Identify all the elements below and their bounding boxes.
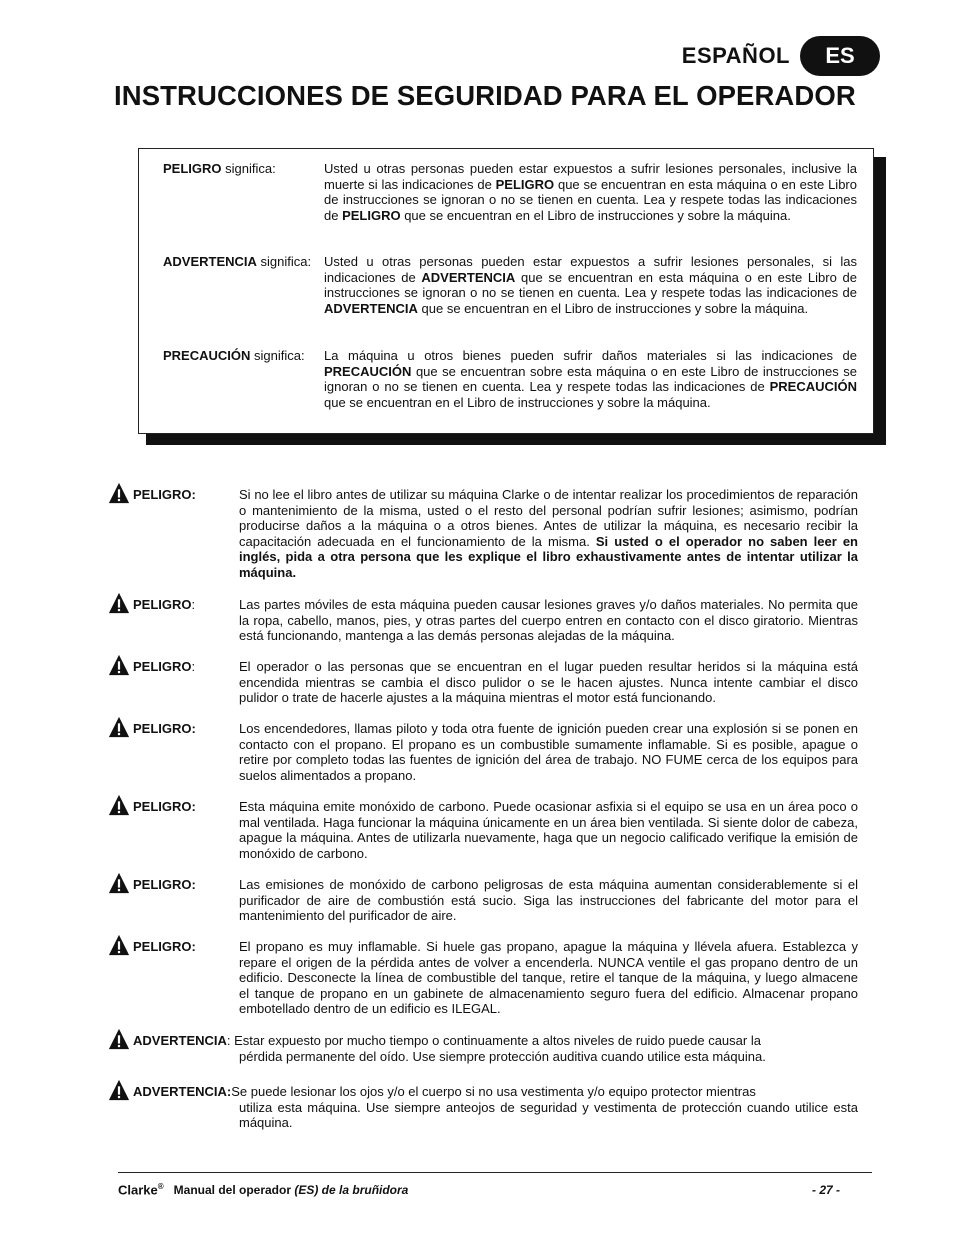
warning-text — [239, 659, 858, 706]
text-run: Las partes móviles de esta máquina pueden causar lesiones graves y/o daños materiales. No permita que la ropa, cabello, manos, pies, y otras partes del cuerpo entren en contacto con el disco giratorio. Mientras está funcionando, mantenga a las demás personas alejadas de la máquina. — [239, 597, 858, 644]
page-number: - 27 - — [811, 1183, 840, 1198]
footer-divider — [118, 1172, 872, 1173]
brand-name: Clarke® — [118, 1182, 164, 1198]
definition-suffix: significa: — [256, 254, 312, 269]
text-run: pérdida permanente del oído. Use siempre protección auditiva cuando utilice esta máquina. — [239, 1048, 766, 1064]
definition-suffix: significa: — [250, 348, 305, 363]
bold-text-run: ADVERTENCIA — [421, 269, 516, 285]
manual-title: Manual del operador (ES) de la bruñidora — [173, 1183, 409, 1198]
warning-label: ADVERTENCIA — [133, 1033, 227, 1048]
text-run: Usted u otras personas pueden estar expuestos a sufrir lesiones personales, inclusive la muerte si las indicaciones de — [324, 161, 857, 192]
definition-term: PRECAUCIÓN — [163, 348, 251, 363]
warning-text — [239, 721, 858, 783]
warning-label: PELIGRO: — [133, 487, 196, 502]
definition-precaucion — [163, 348, 857, 410]
bold-text-run: PRECAUCIÓN — [324, 363, 412, 379]
definition-text — [324, 254, 857, 316]
warning-label: PELIGRO: — [133, 721, 196, 736]
language-indicator — [682, 36, 880, 76]
bold-text-run: Si usted o el operador no saben leer en inglés, pida a otra persona que les explique el libro exhaustivamente antes de intentar utilizar la máquina. — [239, 533, 858, 580]
page-title: INSTRUCCIONES DE SEGURIDAD PARA EL OPERADOR — [114, 80, 856, 111]
warning-item — [108, 721, 858, 783]
text-run: que se encuentran en el Libro de instrucciones y sobre la máquina. — [324, 394, 711, 410]
definition-text — [324, 161, 857, 223]
text-run: Usted u otras personas pueden estar expuestos a sufrir lesiones personales, si las indicaciones de — [324, 254, 857, 285]
warning-triangle-icon — [108, 1079, 130, 1101]
warning-text — [239, 487, 858, 581]
definition-text — [324, 348, 857, 410]
warning-triangle-icon — [108, 934, 130, 956]
bold-text-run: PELIGRO — [342, 207, 401, 223]
definition-term: PELIGRO — [163, 161, 222, 176]
warning-label: PELIGRO — [133, 659, 192, 674]
warning-item: PELIGRO : El operador o las personas que se encuentran en el lugar pueden resultar heridos si la máquina está encendida mientras se cambia el disco pulidor o se le hacen ajustes. Nunca intente cambiar el disco pulidor o trate de hacerle ajustes a la máquina mientras el motor está funcionando. — [108, 659, 858, 706]
bold-text-run: ADVERTENCIA — [324, 300, 418, 316]
text-run: que se encuentran en el Libro de instrucciones y sobre la máquina. — [400, 207, 791, 223]
footer — [118, 1182, 840, 1197]
warning-triangle-icon — [108, 482, 130, 504]
warning-triangle-icon — [108, 654, 130, 676]
language-badge: ES — [800, 36, 880, 76]
warning-label: PELIGRO: — [133, 799, 196, 814]
warning-item: PELIGRO : Las partes móviles de esta máquina pueden causar lesiones graves y/o daños materiales. No permita que la ropa, cabello, manos, pies, y otras partes del cuerpo entren en contacto con el disco giratorio. Mientras está funcionando, mantenga a las demás personas alejadas de la máquina. — [108, 597, 858, 644]
warning-item — [108, 487, 858, 581]
warning-item: ADVERTENCIA: Se puede lesionar los ojos y/o el cuerpo si no usa vestimenta y/o equipo protector mientras utiliza esta máquina. Use siempre anteojos de seguridad y vestimenta de protección cuando utilice esta máquina. — [108, 1084, 858, 1131]
text-run: El propano es muy inflamable. Si huele gas propano, apague la máquina y llévela afuera. Establezca y repare el origen de la pérdida antes de volver a encenderla. NUNCA ventile el gas propano dentro de un edificio. Desconecte la línea de combustible del tanque, retire el tanque de la máquina, y luego almacene el tanque de propano en un gabinete de almacenamiento seguro fuera del edificio. Almacenar propano embotellado dentro de un edificio es ILEGAL. — [239, 939, 858, 1017]
text-run: que se encuentran en esta máquina o en este Libro de instrucciones se ignoran o no se tienen en cuenta. Lea y respete todas las indicaciones de — [324, 176, 857, 223]
warning-text — [239, 877, 858, 924]
text-run: que se encuentran sobre esta máquina o en este Libro de instrucciones se ignoran o no se tienen en cuenta. Lea y respete todas las indicaciones de — [324, 363, 857, 394]
bold-text-run: PRECAUCIÓN — [769, 379, 857, 394]
definition-advertencia — [163, 254, 857, 316]
definition-term: ADVERTENCIA — [163, 254, 257, 269]
definition-peligro — [163, 161, 857, 223]
text-run: Si no lee el libro antes de utilizar su máquina Clarke o de intentar realizar los procedimientos de reparación o mantenimiento de la misma, usted o el resto del personal podrían sufrir lesiones; asimismo, podrían producirse daños a la máquina o a otros bienes. Antes de utilizar la máquina, es necesario recibir la capacitación adecuada en el funcionamiento de la misma. — [239, 487, 858, 549]
warning-triangle-icon — [108, 716, 130, 738]
warning-triangle-icon — [108, 872, 130, 894]
text-run: que se encuentran en esta máquina o en este Libro de instrucciones se ignoran o no se tienen en cuenta. Lea y respete todas las indicaciones de — [324, 269, 857, 300]
warning-triangle-icon — [108, 592, 130, 614]
text-run: Los encendedores, llamas piloto y toda otra fuente de ignición pueden crear una explosión si se ponen en contacto con el propano. El propano es un combustible sumamente inflamable. Si es posible, apague o retire por completo todas las fuentes de ignición del área de trabajo. NO FUME cerca de los equipos para suelos alimentados a propano. — [239, 721, 858, 783]
warning-label: ADVERTENCIA: — [133, 1084, 232, 1099]
warning-triangle-icon — [108, 794, 130, 816]
warning-triangle-icon — [108, 1028, 130, 1050]
warning-label: PELIGRO: — [133, 877, 196, 892]
warning-text — [239, 939, 858, 1017]
language-label: ESPAÑOL — [681, 43, 790, 68]
text-run: utiliza esta máquina. Use siempre anteojos de seguridad y vestimenta de protección cuando utilice esta máquina. — [239, 1099, 858, 1131]
warning-label: PELIGRO: — [133, 939, 196, 954]
warning-text — [239, 597, 858, 644]
warning-item — [108, 939, 858, 1017]
warning-text — [239, 799, 858, 861]
text-run: El operador o las personas que se encuentran en el lugar pueden resultar heridos si la máquina está encendida mientras se cambia el disco pulidor o se le hacen ajustes. Nunca intente cambiar el disco pulidor o trate de hacerle ajustes a la máquina mientras el motor está funcionando. — [239, 659, 858, 706]
warning-item — [108, 877, 858, 924]
bold-text-run: PELIGRO — [495, 176, 555, 192]
text-run: La máquina u otros bienes pueden sufrir daños materiales si las indicaciones de — [324, 348, 857, 363]
warning-item — [108, 799, 858, 861]
text-run: Esta máquina emite monóxido de carbono. Puede ocasionar asfixia si el equipo se usa en un área poco o mal ventilada. Haga funcionar la máquina únicamente en un área bien ventilada. Si siente dolor de cabeza, apague la máquina. Antes de utilizarla nuevamente, haga que un negocio calificado verifique la emisión de monóxido de carbono. — [239, 799, 858, 861]
warning-item: ADVERTENCIA : Estar expuesto por mucho tiempo o continuamente a altos niveles de ruido puede causar la pérdida permanente del oído. Use siempre protección auditiva cuando utilice esta máquina. — [108, 1033, 858, 1064]
text-run: que se encuentran en el Libro de instrucciones y sobre la máquina. — [417, 300, 809, 316]
definition-suffix: significa: — [221, 161, 276, 176]
warning-label: PELIGRO — [133, 597, 192, 612]
text-run: Las emisiones de monóxido de carbono peligrosas de esta máquina aumentan considerablemente si el purificador de aire de combustión está sucio. Siga las instrucciones del fabricante del motor para el mantenimiento del purificador de aire. — [239, 877, 858, 924]
definitions-box — [138, 148, 874, 434]
